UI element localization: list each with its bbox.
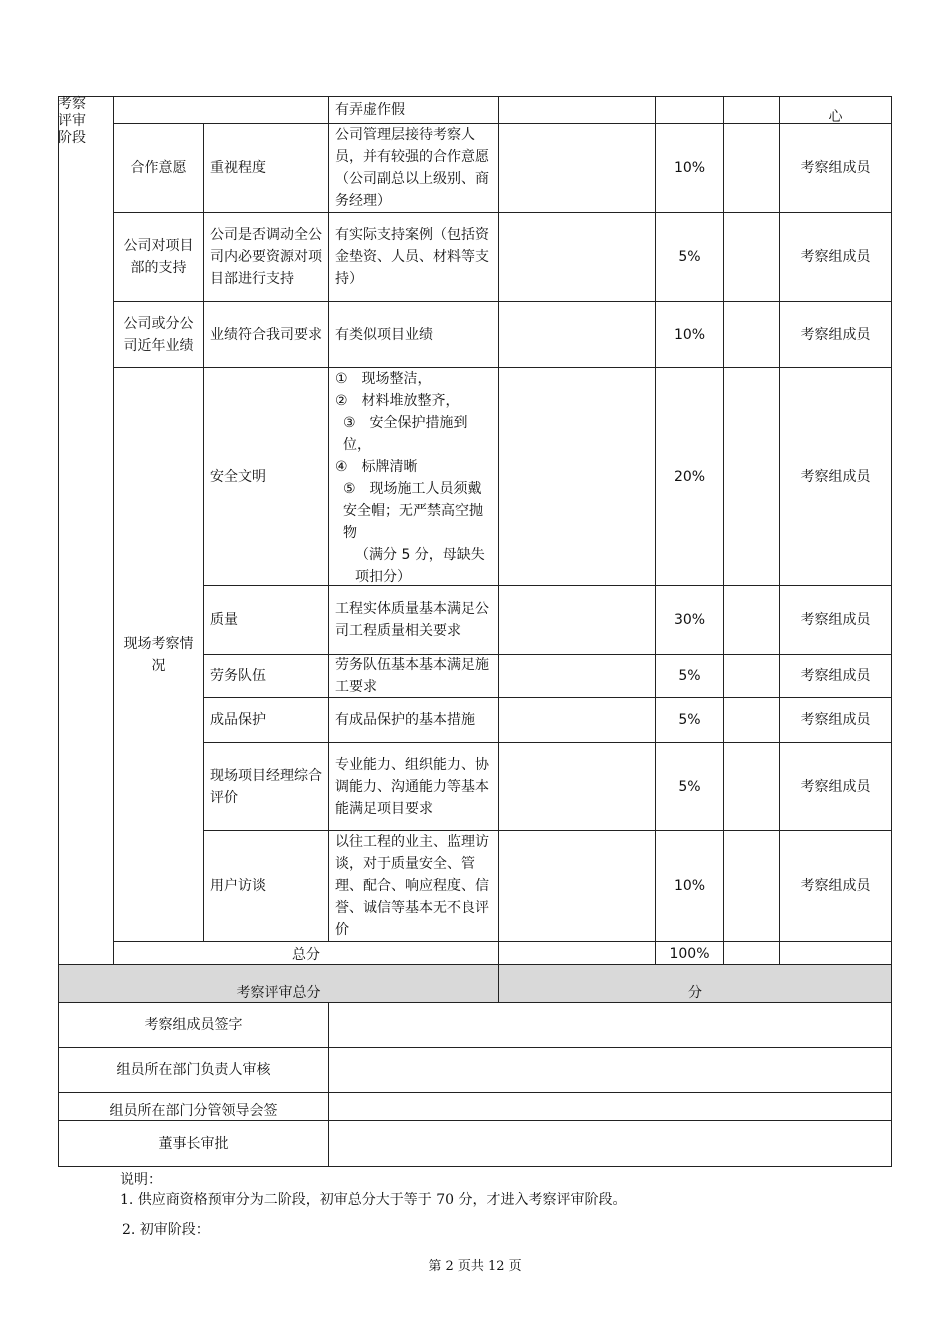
weight-importance: 10% — [673, 160, 706, 176]
category-site: 现场考察情况 — [123, 635, 194, 674]
category-performance: 公司或分公司近年业绩 — [123, 315, 194, 354]
criterion-importance: 公司管理层接待考察人员，并有较强的合作意愿（公司副总以上级别、商务经理） — [335, 127, 489, 209]
assessor-quality: 考察组成员 — [800, 612, 871, 628]
assessor-protection: 考察组成员 — [800, 712, 871, 728]
category-cooperation: 合作意愿 — [130, 160, 187, 176]
safety-criterion-note: （满分 5 分，母缺失项扣分） — [355, 547, 485, 585]
total-weight: 100% — [669, 946, 710, 962]
safety-criterion-2: ② 材料堆放整齐， — [335, 393, 460, 409]
assessor-labor: 考察组成员 — [800, 668, 871, 684]
weight-protection: 5% — [678, 712, 701, 728]
signature-dept-head-field[interactable] — [329, 1048, 891, 1092]
category-support: 公司对项目部的支持 — [123, 238, 194, 276]
safety-criterion-1: ① 现场整洁， — [335, 371, 432, 387]
item-protection: 成品保护 — [210, 712, 266, 728]
item-importance: 重视程度 — [210, 160, 266, 176]
item-safety: 安全文明 — [210, 468, 266, 485]
criterion-protection: 有成品保护的基本措施 — [335, 712, 475, 728]
signature-members-field[interactable] — [329, 1003, 891, 1047]
weight-quality: 30% — [673, 612, 706, 628]
row0-assessor: 心 — [828, 109, 843, 125]
assessor-safety: 考察组成员 — [800, 468, 871, 485]
safety-criterion-3: ③ 安全保护措施到位， — [343, 415, 468, 453]
item-performance: 业绩符合我司要求 — [210, 326, 322, 343]
item-support: 公司是否调动全公司内必要资源对项目部进行支持 — [210, 227, 322, 287]
weight-support: 5% — [678, 249, 701, 265]
weight-labor: 5% — [678, 668, 701, 684]
review-total-unit: 分 — [688, 985, 702, 1001]
weight-manager: 5% — [678, 778, 701, 795]
weight-interview: 10% — [673, 878, 706, 894]
weight-performance: 10% — [673, 326, 706, 343]
item-interview: 用户访谈 — [210, 878, 266, 894]
signature-chairman-field[interactable] — [329, 1121, 891, 1166]
assessor-interview: 考察组成员 — [800, 878, 871, 894]
criterion-performance: 有类似项目业绩 — [335, 326, 433, 343]
row0-criterion: 有弄虚作假 — [335, 102, 405, 118]
total-label: 总分 — [292, 947, 320, 963]
notes-title: 说明： — [120, 1172, 162, 1188]
safety-criterion-4: ④ 标牌清晰 — [335, 459, 418, 475]
note-1: 1. 供应商资格预审分为二阶段，初审总分大于等于 70 分，才进入考察评审阶段。 — [120, 1192, 627, 1208]
review-total-label: 考察评审总分 — [236, 985, 321, 1001]
page-footer: 第 2 页共 12 页 — [428, 1259, 522, 1274]
criterion-interview: 以往工程的业主、监理访谈，对于质量安全、管理、配合、响应程度、信誉、诚信等基本无不良评价 — [335, 834, 489, 938]
assessor-manager: 考察组成员 — [800, 778, 871, 795]
weight-safety: 20% — [673, 468, 706, 485]
signature-leader-label: 组员所在部门分管领导会签 — [109, 1103, 278, 1119]
item-manager: 现场项目经理综合评价 — [210, 767, 322, 806]
criterion-labor: 劳务队伍基本基本满足施工要求 — [335, 657, 489, 695]
safety-criterion-5: ⑤ 现场施工人员须戴安全帽；无严禁高空抛物 — [343, 481, 483, 541]
item-labor: 劳务队伍 — [210, 668, 266, 684]
assessor-performance: 考察组成员 — [800, 326, 871, 343]
criterion-manager: 专业能力、组织能力、协调能力、沟通能力等基本能满足项目要求 — [335, 756, 489, 817]
criterion-safety-list — [329, 368, 498, 585]
signature-dept-head-label: 组员所在部门负责人审核 — [116, 1062, 271, 1078]
criterion-quality: 工程实体质量基本满足公司工程质量相关要求 — [335, 601, 489, 639]
signature-leader-field[interactable] — [329, 1093, 891, 1120]
signature-chairman-label: 董事长审批 — [158, 1135, 229, 1152]
item-quality: 质量 — [210, 612, 238, 628]
assessor-support: 考察组成员 — [800, 249, 871, 265]
criterion-support: 有实际支持案例（包括资金垫资、人员、材料等支持） — [335, 227, 489, 287]
note-2: 2. 初审阶段： — [122, 1222, 210, 1238]
stage-label: 考察评审阶段 — [58, 96, 86, 146]
signature-members-label: 考察组成员签字 — [144, 1017, 243, 1033]
assessor-importance: 考察组成员 — [800, 160, 871, 176]
